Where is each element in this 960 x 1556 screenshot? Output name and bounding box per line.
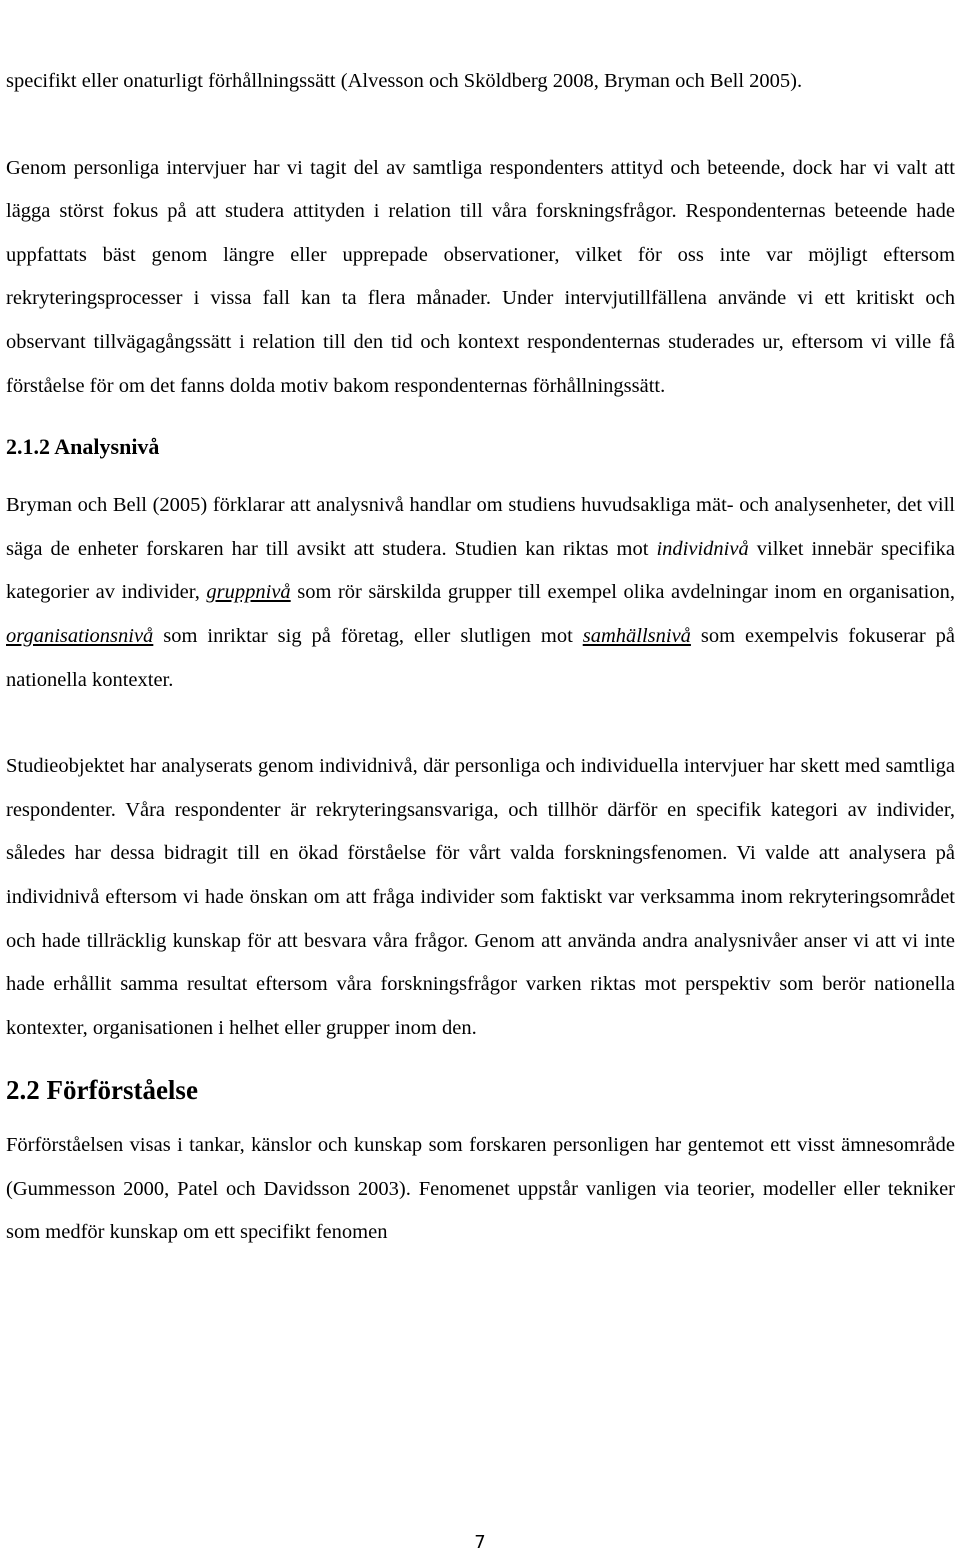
paragraph-analysis-levels xyxy=(6,484,955,702)
page-number: 7 xyxy=(474,1532,486,1553)
document-body xyxy=(6,60,955,1255)
paragraph-intro-continuation: specifikt eller onaturligt förhållningssätt (Alvesson och Sköldberg 2008, Bryman och Bell 2005). xyxy=(6,70,803,92)
term-samhallsniva: samhällsnivå xyxy=(582,624,691,647)
paragraph-text-part: som rör särskilda grupper till exempel olika avdelningar inom en organisation, xyxy=(290,581,955,604)
paragraph-interviews: Genom personliga intervjuer har vi tagit del av samtliga respondenters attityd och beteende, dock har vi valt att lägga störst fokus på att studera attityden i relation till våra forskningsfrågor. Respondenternas beteende hade uppfattats bäst genom längre eller upprepade observationer, vilket för oss inte var möjligt eftersom rekryteringsprocesser i vissa fall kan ta flera månader. Under intervjutillfällena använde vi ett kritiskt och observant tillvägagångssätt i relation till den tid och kontext respondenternas studerades ur, eftersom vi ville få förståelse för om det fanns dolda motiv bakom respondenternas förhållningssätt. xyxy=(6,156,955,397)
paragraph-text-part: vilket innebär specifika kategorier av individer, xyxy=(6,537,955,604)
heading-forforstaelse: 2.2 Förförståelse xyxy=(6,1075,198,1106)
paragraph-text-part: som exempelvis fokuserar på nationella kontexter. xyxy=(6,624,955,691)
paragraph-spacer xyxy=(6,702,955,745)
paragraph-text-part: Bryman och Bell (2005) förklarar att analysnivå handlar om studiens huvudsakliga mät- och analysenheter, det vill säga de enheter forskaren har till avsikt att studera. Studien kan riktas mot xyxy=(6,494,955,560)
term-gruppniva: gruppnivå xyxy=(206,581,291,604)
paragraph-preunderstanding: Förförståelsen visas i tankar, känslor och kunskap som forskaren personligen har gentemot ett visst ämnesområde (Gummesson 2000, Patel och Davidsson 2003). Fenomenet uppstår vanligen via teorier, modeller eller tekniker som medför kunskap om ett specifikt fenomen xyxy=(6,1134,955,1244)
term-individniva: individnivå xyxy=(656,537,749,560)
paragraph-spacer xyxy=(6,104,955,147)
paragraph-study-object: Studieobjektet har analyserats genom individnivå, där personliga och individuella intervjuer har skett med samtliga respondenter. Våra respondenter är rekryteringsansvariga, och tillhör därför en specifik kategori av individer, således har dessa bidragit till en ökad förståelse för vårt valda forskningsfenomen. Vi valde att analysera på individnivå eftersom vi hade önskan om att fråga individer som faktiskt var verksamma inom rekryteringsområdet och hade tillräcklig kunskap för att besvara våra frågor. Genom att använda andra analysnivåer anser vi att vi inte hade erhållit samma resultat eftersom våra forskningsfrågor varken riktas mot perspektiv som berör nationella kontexter, organisationen i helhet eller grupper inom den. xyxy=(6,755,955,1039)
term-organisationsniva: organisationsnivå xyxy=(6,624,154,647)
heading-analysniva: 2.1.2 Analysnivå xyxy=(6,434,160,460)
paragraph-text-part: som inriktar sig på företag, eller slutligen mot xyxy=(153,624,583,647)
